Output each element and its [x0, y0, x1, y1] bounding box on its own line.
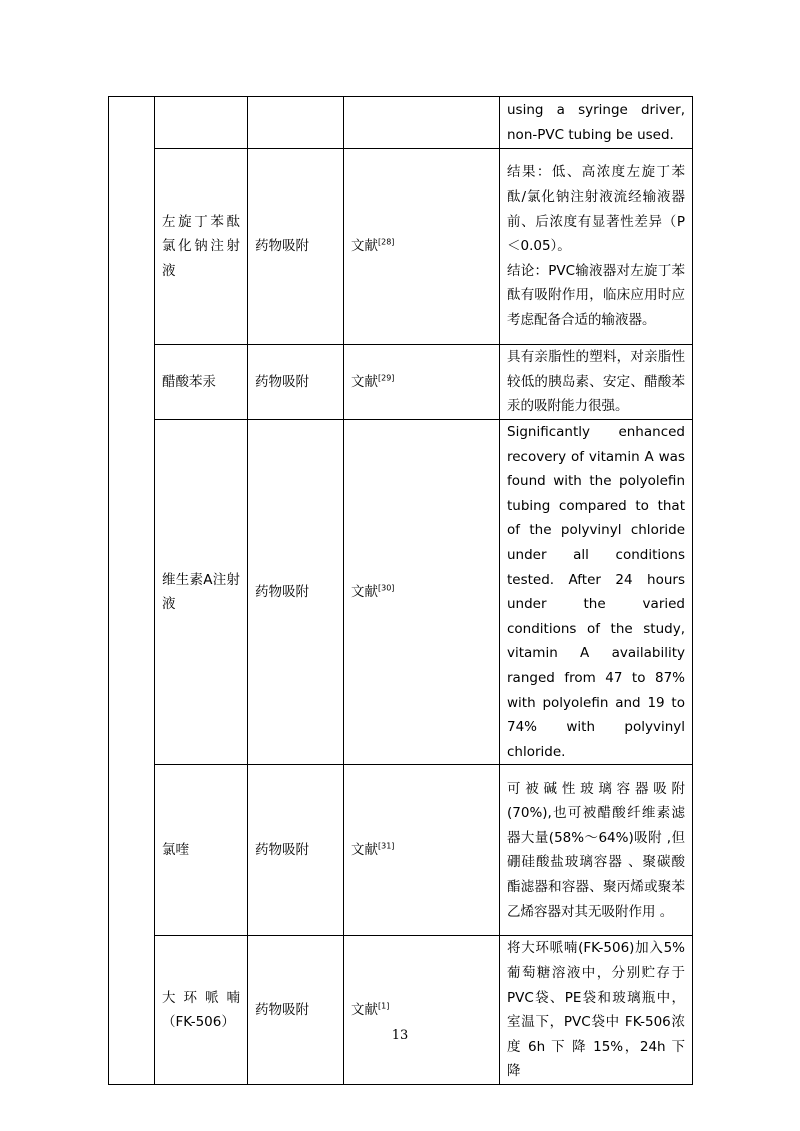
page-number: 13 [391, 1028, 409, 1043]
drug-name-cell: 左旋丁苯酞氯化钠注射液 [155, 149, 248, 345]
reference-cell [344, 420, 500, 765]
issue-type-cell: 药物吸附 [248, 765, 344, 936]
result-paragraph: 将大环哌喃(FK-506)加入5%葡萄糖溶液中，分别贮存于PVC袋、PE袋和玻璃瓶中，室温下，PVC袋中 FK-506浓度 6h 下 降 15%，24h 下 降 [507, 940, 685, 1080]
reference-cell [344, 97, 500, 149]
result-cell [500, 97, 693, 149]
reference-cell [344, 765, 500, 936]
drug-name-cell: 大环哌喃（FK-506） [155, 936, 248, 1085]
reference-cell [344, 345, 500, 420]
issue-type-cell: 药物吸附 [248, 936, 344, 1085]
drug-name-cell: 氯喹 [155, 765, 248, 936]
drug-adsorption-table [108, 96, 693, 1085]
table-row [109, 345, 693, 420]
result-cell [500, 345, 693, 420]
reference-cell [344, 936, 500, 1085]
result-paragraph: using a syringe driver, non-PVC tubing be used. [507, 101, 685, 143]
reference-cell [344, 149, 500, 345]
conclusion-paragraph: 结论：PVC输液器对左旋丁苯酞有吸附作用，临床应用时应考虑配备合适的输液器。 [507, 262, 685, 328]
result-paragraph: 结果：低、高浓度左旋丁苯酞/氯化钠注射液流经输液器前、后浓度有显著性差异（P＜0.05）。 [507, 164, 685, 255]
reference-label: 文献 [351, 842, 378, 859]
reference-label: 文献 [351, 1001, 378, 1018]
result-paragraph: Significantly enhanced recovery of vitamin A was found with the polyolefin tubing compared to that of the polyvinyl chloride under all conditions tested. After 24 hours under the varied conditions of the study, vitamin A availability ranged from 47 to 87% with polyolefin and 19 to 74% with polyvinyl chloride. [507, 424, 685, 760]
reference-number: [28] [378, 237, 395, 247]
table-row [109, 420, 693, 765]
reference-label: 文献 [351, 373, 378, 390]
drug-name-cell: 维生素A注射液 [155, 420, 248, 765]
issue-type-cell [248, 97, 344, 149]
reference-number: [30] [378, 583, 395, 593]
issue-type-cell: 药物吸附 [248, 345, 344, 420]
reference-label: 文献 [351, 583, 378, 600]
reference-label: 文献 [351, 238, 378, 255]
drug-name-cell [155, 97, 248, 149]
result-cell [500, 765, 693, 936]
result-cell [500, 936, 693, 1085]
table-row [109, 149, 693, 345]
result-paragraph: 可被碱性玻璃容器吸附(70%),也可被醋酸纤维素滤器大量(58%～64%)吸附 ,但硼硅酸盐玻璃容器 、聚碳酸酯滤器和容器、聚丙烯或聚苯乙烯容器对其无吸附作用 。 [507, 780, 685, 920]
issue-type-cell: 药物吸附 [248, 420, 344, 765]
result-cell [500, 149, 693, 345]
category-cell [109, 97, 155, 1085]
result-cell [500, 420, 693, 765]
table-row [109, 765, 693, 936]
table-row [109, 97, 693, 149]
result-paragraph: 具有亲脂性的塑料，对亲脂性较低的胰岛素、安定、醋酸苯汞的吸附能力很强。 [507, 349, 685, 415]
reference-number: [31] [378, 841, 395, 851]
table-row [109, 936, 693, 1085]
issue-type-cell: 药物吸附 [248, 149, 344, 345]
drug-name-cell: 醋酸苯汞 [155, 345, 248, 420]
reference-number: [29] [378, 373, 395, 383]
reference-number: [1] [378, 1001, 390, 1011]
